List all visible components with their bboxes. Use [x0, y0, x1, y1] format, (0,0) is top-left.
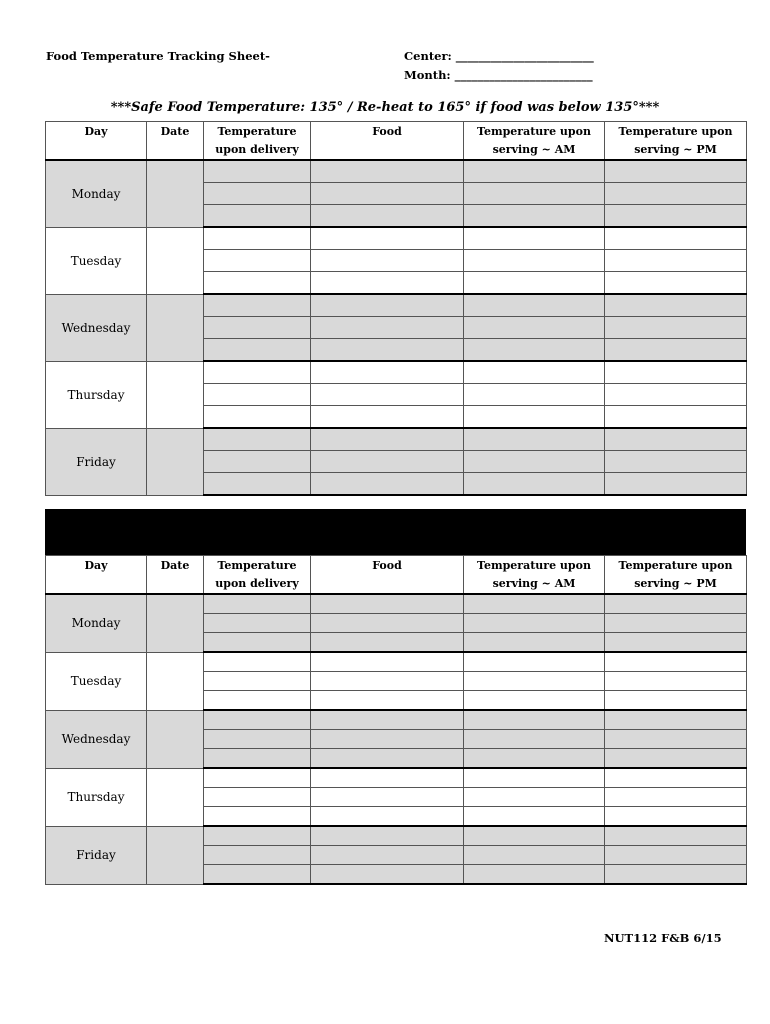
date-cell[interactable] — [147, 710, 204, 768]
food-cell[interactable] — [311, 594, 464, 614]
col-header-food: Food — [311, 122, 464, 161]
food-cell[interactable] — [311, 749, 464, 769]
temp-delivery-cell[interactable] — [204, 473, 311, 496]
temp-pm-cell[interactable] — [605, 730, 747, 749]
date-cell[interactable] — [147, 652, 204, 710]
temp-am-cell[interactable] — [464, 428, 605, 451]
temp-delivery-cell[interactable] — [204, 865, 311, 885]
temp-pm-cell[interactable] — [605, 865, 747, 885]
temp-am-cell[interactable] — [464, 183, 605, 205]
table-row — [46, 428, 747, 451]
food-cell[interactable] — [311, 710, 464, 730]
temp-delivery-cell[interactable] — [204, 652, 311, 672]
date-cell[interactable] — [147, 826, 204, 884]
temp-delivery-cell[interactable] — [204, 428, 311, 451]
temp-pm-cell[interactable] — [605, 749, 747, 769]
temp-am-cell[interactable] — [464, 361, 605, 384]
day-cell: Friday — [46, 826, 147, 884]
temp-am-cell[interactable] — [464, 227, 605, 250]
temp-am-cell[interactable] — [464, 160, 605, 183]
food-cell[interactable] — [311, 406, 464, 429]
temp-delivery-cell[interactable] — [204, 183, 311, 205]
temp-am-cell[interactable] — [464, 594, 605, 614]
food-cell[interactable] — [311, 614, 464, 633]
food-cell[interactable] — [311, 807, 464, 827]
temp-pm-cell[interactable] — [605, 406, 747, 429]
temp-delivery-cell[interactable] — [204, 730, 311, 749]
food-cell[interactable] — [311, 250, 464, 272]
temp-pm-cell[interactable] — [605, 710, 747, 730]
temp-am-cell[interactable] — [464, 710, 605, 730]
temp-delivery-cell[interactable] — [204, 205, 311, 228]
food-cell[interactable] — [311, 361, 464, 384]
temp-am-cell[interactable] — [464, 826, 605, 846]
temp-pm-cell[interactable] — [605, 250, 747, 272]
day-cell: Thursday — [46, 768, 147, 826]
col-header-temp-am: Temperature upon serving ~ AM — [464, 556, 605, 595]
temp-delivery-cell[interactable] — [204, 749, 311, 769]
temp-pm-cell[interactable] — [605, 183, 747, 205]
date-cell[interactable] — [147, 594, 204, 652]
table-header-row — [46, 122, 747, 161]
temp-pm-cell[interactable] — [605, 826, 747, 846]
temp-am-cell[interactable] — [464, 205, 605, 228]
temp-am-cell[interactable] — [464, 272, 605, 295]
temp-delivery-cell[interactable] — [204, 846, 311, 865]
day-cell: Wednesday — [46, 294, 147, 361]
month-field[interactable]: Month: ________________________ — [404, 68, 593, 82]
temp-pm-cell[interactable] — [605, 317, 747, 339]
temp-delivery-cell[interactable] — [204, 361, 311, 384]
col-header-temp-delivery: Temperature upon delivery — [204, 122, 311, 161]
temp-delivery-cell[interactable] — [204, 633, 311, 653]
col-header-temp-pm: Temperature upon serving ~ PM — [605, 122, 747, 161]
table-header-row — [46, 556, 747, 595]
temp-am-cell[interactable] — [464, 691, 605, 711]
center-field[interactable]: Center: ________________________ — [404, 49, 594, 63]
food-cell[interactable] — [311, 652, 464, 672]
col-header-date: Date — [147, 122, 204, 161]
col-header-temp-delivery: Temperature upon delivery — [204, 556, 311, 595]
food-cell[interactable] — [311, 227, 464, 250]
day-cell: Tuesday — [46, 227, 147, 294]
table-row — [46, 594, 747, 614]
date-cell[interactable] — [147, 768, 204, 826]
temp-am-cell[interactable] — [464, 317, 605, 339]
temp-pm-cell[interactable] — [605, 672, 747, 691]
temp-pm-cell[interactable] — [605, 339, 747, 362]
food-cell[interactable] — [311, 826, 464, 846]
food-cell[interactable] — [311, 865, 464, 885]
temp-am-cell[interactable] — [464, 294, 605, 317]
temp-pm-cell[interactable] — [605, 227, 747, 250]
temp-delivery-cell[interactable] — [204, 614, 311, 633]
temp-delivery-cell[interactable] — [204, 160, 311, 183]
col-header-day: Day — [46, 122, 147, 161]
temp-pm-cell[interactable] — [605, 428, 747, 451]
table-row — [46, 361, 747, 384]
date-cell[interactable] — [147, 227, 204, 294]
temp-am-cell[interactable] — [464, 473, 605, 496]
temp-am-cell[interactable] — [464, 406, 605, 429]
temp-am-cell[interactable] — [464, 339, 605, 362]
temp-pm-cell[interactable] — [605, 473, 747, 496]
food-cell[interactable] — [311, 428, 464, 451]
day-cell: Friday — [46, 428, 147, 495]
table-row — [46, 652, 747, 672]
temp-delivery-cell[interactable] — [204, 788, 311, 807]
day-cell: Monday — [46, 160, 147, 227]
temp-delivery-cell[interactable] — [204, 272, 311, 295]
temp-delivery-cell[interactable] — [204, 317, 311, 339]
temp-delivery-cell[interactable] — [204, 227, 311, 250]
temp-am-cell[interactable] — [464, 614, 605, 633]
sheet-title: Food Temperature Tracking Sheet- — [46, 49, 270, 63]
date-cell[interactable] — [147, 294, 204, 361]
tracking-table-week-1 — [45, 121, 747, 496]
temp-pm-cell[interactable] — [605, 451, 747, 473]
temp-am-cell[interactable] — [464, 730, 605, 749]
temp-pm-cell[interactable] — [605, 846, 747, 865]
temp-am-cell[interactable] — [464, 451, 605, 473]
temp-pm-cell[interactable] — [605, 788, 747, 807]
temp-pm-cell[interactable] — [605, 633, 747, 653]
temp-delivery-cell[interactable] — [204, 807, 311, 827]
food-cell[interactable] — [311, 730, 464, 749]
day-cell: Thursday — [46, 361, 147, 428]
table-row — [46, 710, 747, 730]
temp-pm-cell[interactable] — [605, 691, 747, 711]
temp-delivery-cell[interactable] — [204, 294, 311, 317]
temp-pm-cell[interactable] — [605, 294, 747, 317]
temp-am-cell[interactable] — [464, 807, 605, 827]
temp-pm-cell[interactable] — [605, 614, 747, 633]
table-row — [46, 160, 747, 183]
temp-pm-cell[interactable] — [605, 205, 747, 228]
temp-am-cell[interactable] — [464, 768, 605, 788]
food-cell[interactable] — [311, 205, 464, 228]
temp-pm-cell[interactable] — [605, 594, 747, 614]
food-cell[interactable] — [311, 672, 464, 691]
food-cell[interactable] — [311, 633, 464, 653]
food-cell[interactable] — [311, 317, 464, 339]
temp-delivery-cell[interactable] — [204, 406, 311, 429]
temp-pm-cell[interactable] — [605, 361, 747, 384]
food-cell[interactable] — [311, 294, 464, 317]
temp-delivery-cell[interactable] — [204, 339, 311, 362]
day-cell: Wednesday — [46, 710, 147, 768]
temp-pm-cell[interactable] — [605, 384, 747, 406]
safe-temperature-note: ***Safe Food Temperature: 135° / Re-heat to 165° if food was below 135°*** — [110, 100, 660, 115]
table-row — [46, 227, 747, 250]
col-header-day: Day — [46, 556, 147, 595]
food-cell[interactable] — [311, 183, 464, 205]
temp-pm-cell[interactable] — [605, 652, 747, 672]
temp-am-cell[interactable] — [464, 652, 605, 672]
temp-am-cell[interactable] — [464, 672, 605, 691]
temp-delivery-cell[interactable] — [204, 451, 311, 473]
food-cell[interactable] — [311, 160, 464, 183]
col-header-food: Food — [311, 556, 464, 595]
tracking-table-week-2 — [45, 555, 747, 885]
temp-am-cell[interactable] — [464, 384, 605, 406]
food-cell[interactable] — [311, 339, 464, 362]
food-cell[interactable] — [311, 788, 464, 807]
col-header-date: Date — [147, 556, 204, 595]
temp-am-cell[interactable] — [464, 250, 605, 272]
temp-delivery-cell[interactable] — [204, 826, 311, 846]
temp-am-cell[interactable] — [464, 846, 605, 865]
table-row — [46, 826, 747, 846]
date-cell[interactable] — [147, 361, 204, 428]
temp-am-cell[interactable] — [464, 865, 605, 885]
food-cell[interactable] — [311, 768, 464, 788]
temp-delivery-cell[interactable] — [204, 672, 311, 691]
table-row — [46, 294, 747, 317]
col-header-temp-am: Temperature upon serving ~ AM — [464, 122, 605, 161]
temp-delivery-cell[interactable] — [204, 250, 311, 272]
food-cell[interactable] — [311, 451, 464, 473]
food-cell[interactable] — [311, 272, 464, 295]
temp-am-cell[interactable] — [464, 633, 605, 653]
temp-pm-cell[interactable] — [605, 807, 747, 827]
section-divider-bar — [45, 509, 746, 555]
temp-delivery-cell[interactable] — [204, 691, 311, 711]
temp-pm-cell[interactable] — [605, 272, 747, 295]
temp-delivery-cell[interactable] — [204, 710, 311, 730]
col-header-temp-pm: Temperature upon serving ~ PM — [605, 556, 747, 595]
temp-am-cell[interactable] — [464, 749, 605, 769]
form-code: NUT112 F&B 6/15 — [604, 931, 722, 945]
temp-am-cell[interactable] — [464, 788, 605, 807]
table-row — [46, 768, 747, 788]
date-cell[interactable] — [147, 428, 204, 495]
temp-delivery-cell[interactable] — [204, 594, 311, 614]
temp-pm-cell[interactable] — [605, 768, 747, 788]
food-cell[interactable] — [311, 846, 464, 865]
day-cell: Tuesday — [46, 652, 147, 710]
food-cell[interactable] — [311, 473, 464, 496]
food-cell[interactable] — [311, 691, 464, 711]
temp-delivery-cell[interactable] — [204, 768, 311, 788]
temp-delivery-cell[interactable] — [204, 384, 311, 406]
food-cell[interactable] — [311, 384, 464, 406]
date-cell[interactable] — [147, 160, 204, 227]
temp-pm-cell[interactable] — [605, 160, 747, 183]
day-cell: Monday — [46, 594, 147, 652]
